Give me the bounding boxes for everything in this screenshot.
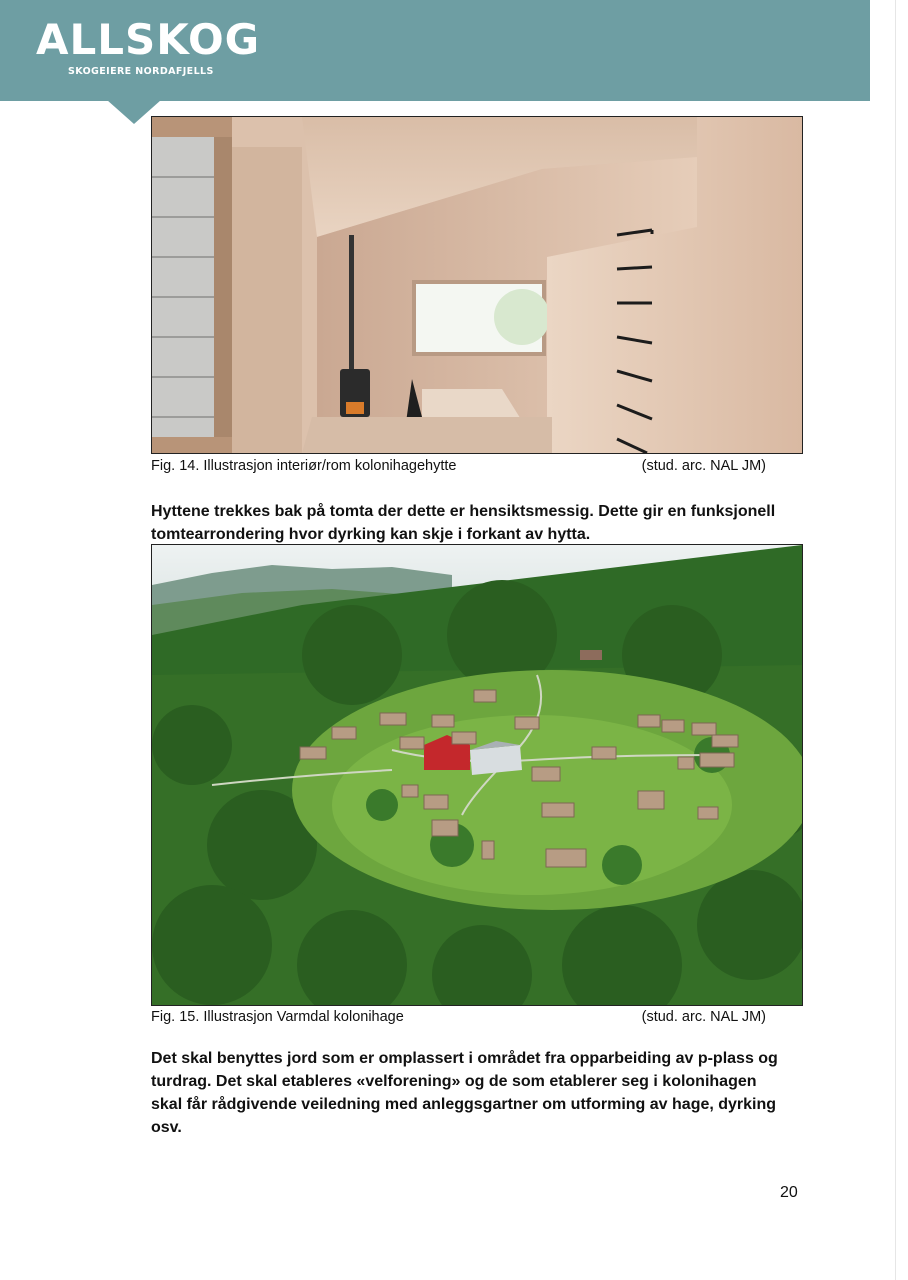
interior-illustration: [151, 116, 803, 454]
figure-14-caption-text: Fig. 14. Illustrasjon interiør/rom kolonihagehytte: [151, 458, 457, 474]
header-banner: [0, 0, 870, 101]
logo-subtitle: SKOGEIERE NORDAFJELLS: [68, 66, 214, 77]
paragraph-1: Hyttene trekkes bak på tomta der dette er hensiktsmessig. Dette gir en funksjonell tomtearrondering hvor dyrking kan skje i forkant av hytta.: [151, 503, 776, 543]
figure-14-credit: (stud. arc. NAL JM): [641, 458, 766, 474]
page-edge: [895, 0, 896, 1280]
aerial-illustration: [151, 544, 803, 1006]
logo: ALLSKOG: [36, 15, 261, 64]
page-number: 20: [780, 1184, 798, 1201]
figure-15-caption-text: Fig. 15. Illustrasjon Varmdal kolonihage: [151, 1009, 404, 1025]
figure-15-caption: [151, 1009, 766, 1025]
figure-14-caption: [151, 458, 766, 474]
paragraph-2: Det skal benyttes jord som er omplassert i området fra opparbeiding av p-plass og turdrag. Det skal etableres «velforening» og de som etablerer seg i kolonihagen skal får rådgivende veiledning med anleggsgartner om utforming av hage, dyrking osv.: [151, 1050, 778, 1136]
figure-15-credit: (stud. arc. NAL JM): [641, 1009, 766, 1025]
